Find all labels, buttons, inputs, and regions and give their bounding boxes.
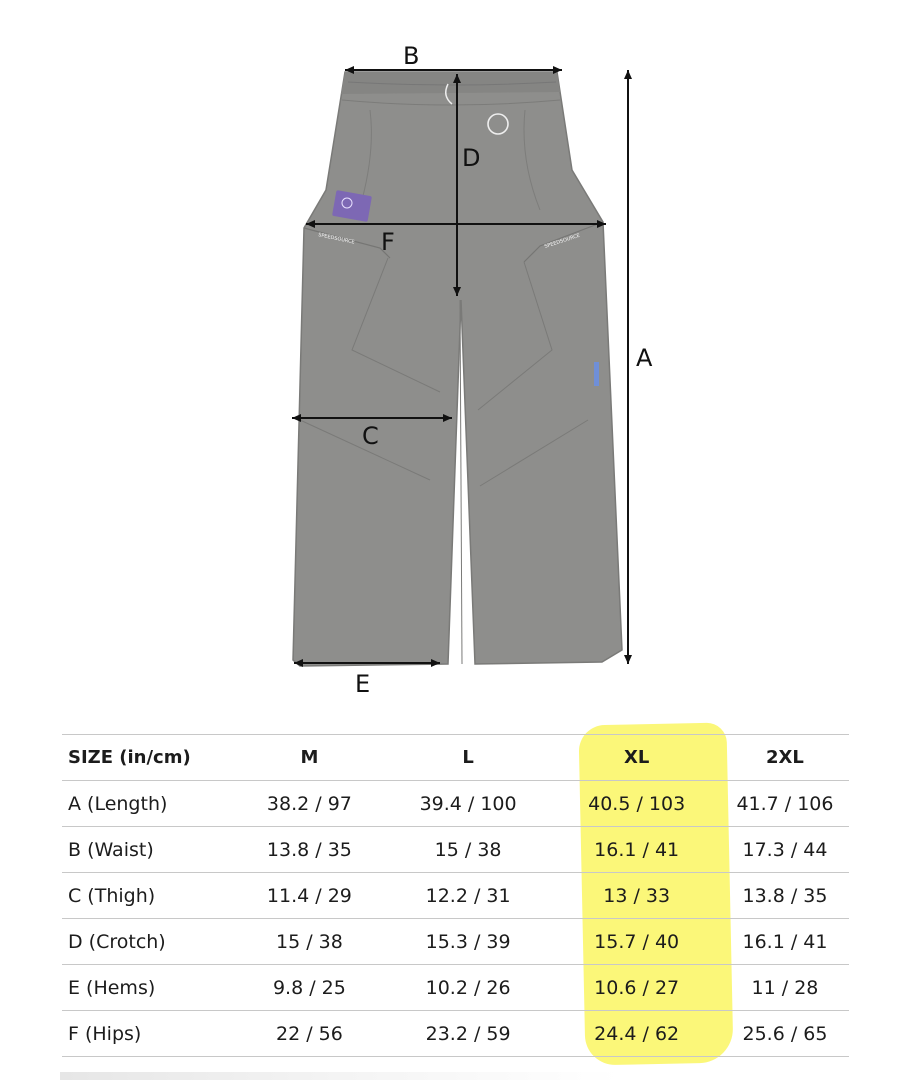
table-cell: 15 / 38 (235, 919, 384, 965)
table-cell: 16.1 / 41 (552, 827, 721, 873)
header-size-unit: SIZE (in/cm) (62, 735, 235, 781)
table-cell: 10.6 / 27 (552, 965, 721, 1011)
table-cell: 39.4 / 100 (384, 781, 553, 827)
table-cell: 17.3 / 44 (721, 827, 849, 873)
label-c: C (362, 422, 379, 450)
row-label: B (Waist) (62, 827, 235, 873)
table-cell: 13 / 33 (552, 873, 721, 919)
table-cell: 15.3 / 39 (384, 919, 553, 965)
table-cell: 15 / 38 (384, 827, 553, 873)
table-row (62, 873, 849, 919)
side-tag (594, 362, 599, 386)
label-a: A (636, 344, 653, 372)
size-chart-table (62, 734, 849, 1057)
table-cell: 15.7 / 40 (552, 919, 721, 965)
label-d: D (462, 144, 481, 172)
table-header-row (62, 735, 849, 781)
table-cell: 22 / 56 (235, 1011, 384, 1057)
header-size-l: L (384, 735, 553, 781)
row-label: D (Crotch) (62, 919, 235, 965)
row-label: A (Length) (62, 781, 235, 827)
header-size-2xl: 2XL (721, 735, 849, 781)
table-cell: 40.5 / 103 (552, 781, 721, 827)
table-cell: 13.8 / 35 (235, 827, 384, 873)
table-cell: 12.2 / 31 (384, 873, 553, 919)
right-pocket-logo: SPEEDSOURCE (543, 232, 581, 250)
table-cell: 24.4 / 62 (552, 1011, 721, 1057)
table-row (62, 781, 849, 827)
table-cell: 10.2 / 26 (384, 965, 553, 1011)
table-cell: 13.8 / 35 (721, 873, 849, 919)
row-label: C (Thigh) (62, 873, 235, 919)
header-size-xl: XL (552, 735, 721, 781)
table-row (62, 919, 849, 965)
label-e: E (355, 670, 371, 698)
left-pocket-logo: SPEEDSOURCE (317, 232, 356, 246)
table-row (62, 1011, 849, 1057)
table-cell: 9.8 / 25 (235, 965, 384, 1011)
table-cell: 38.2 / 97 (235, 781, 384, 827)
table-cell: 41.7 / 106 (721, 781, 849, 827)
cropped-footer-text (60, 1072, 620, 1080)
row-label: F (Hips) (62, 1011, 235, 1057)
table-cell: 11 / 28 (721, 965, 849, 1011)
table-cell: 11.4 / 29 (235, 873, 384, 919)
label-b: B (403, 42, 420, 70)
row-label: E (Hems) (62, 965, 235, 1011)
table-cell: 16.1 / 41 (721, 919, 849, 965)
table-cell: 23.2 / 59 (384, 1011, 553, 1057)
table-row (62, 827, 849, 873)
table-row (62, 965, 849, 1011)
header-size-m: M (235, 735, 384, 781)
table-cell: 25.6 / 65 (721, 1011, 849, 1057)
label-f: F (381, 228, 395, 256)
